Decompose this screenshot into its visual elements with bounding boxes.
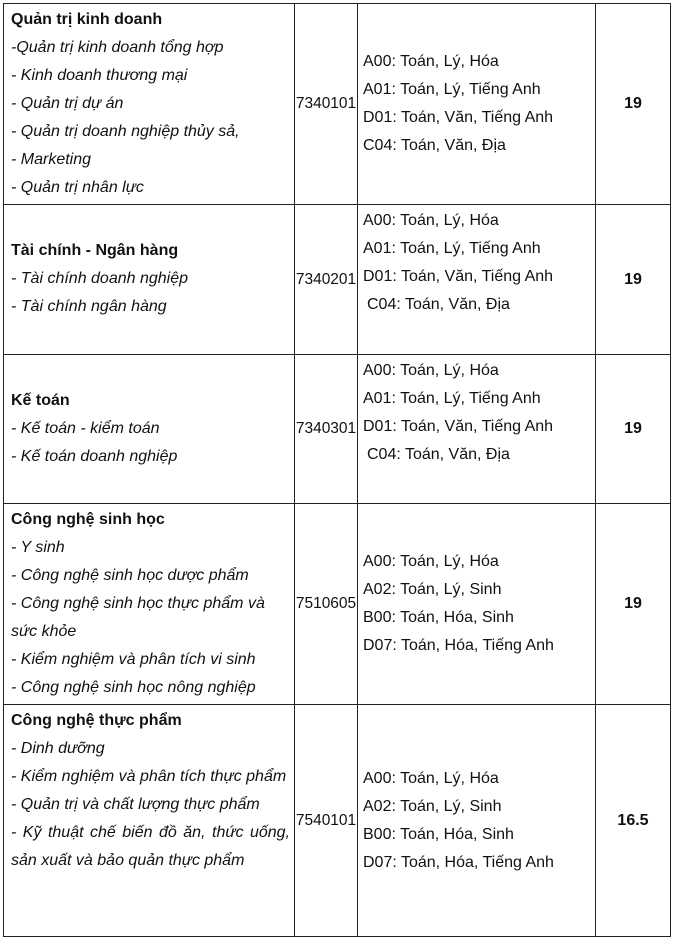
subject-combo: A00: Toán, Lý, Hóa bbox=[363, 553, 499, 570]
subject-combo: C04: Toán, Văn, Địa bbox=[367, 446, 510, 463]
cutoff-score: 19 bbox=[596, 504, 671, 705]
subject-combos bbox=[358, 355, 596, 504]
table-row bbox=[4, 504, 671, 705]
major-code: 7510605 bbox=[295, 504, 358, 705]
subject-combo: D07: Toán, Hóa, Tiếng Anh bbox=[363, 853, 554, 871]
subject-combo: A02: Toán, Lý, Sinh bbox=[363, 581, 502, 598]
subject-combo: C04: Toán, Văn, Địa bbox=[363, 137, 506, 154]
subject-combos bbox=[358, 504, 596, 705]
subject-combo: A02: Toán, Lý, Sinh bbox=[363, 797, 502, 815]
sub-major: - Kiểm nghiệm và phân tích vi sinh bbox=[11, 651, 256, 668]
major-cell bbox=[4, 4, 295, 205]
cutoff-score: 19 bbox=[596, 4, 671, 205]
subject-combo: B00: Toán, Hóa, Sinh bbox=[363, 825, 514, 843]
major-name: Công nghệ sinh học bbox=[11, 511, 165, 528]
sub-major: - Marketing bbox=[11, 151, 92, 168]
subject-combo: D07: Toán, Hóa, Tiếng Anh bbox=[363, 637, 554, 654]
cutoff-score: 19 bbox=[596, 355, 671, 504]
subject-combos bbox=[358, 4, 596, 205]
major-code: 7540101 bbox=[295, 705, 358, 937]
admission-table bbox=[3, 3, 671, 937]
table-row bbox=[4, 355, 671, 504]
sub-major: - Y sinh bbox=[11, 539, 65, 556]
major-cell bbox=[4, 355, 295, 504]
sub-major: - Quản trị và chất lượng thực phẩm bbox=[11, 796, 260, 813]
subject-combos bbox=[358, 205, 596, 355]
sub-major: - Dinh dưỡng bbox=[11, 740, 105, 757]
subject-combo: A00: Toán, Lý, Hóa bbox=[363, 212, 499, 229]
subject-combo: C04: Toán, Văn, Địa bbox=[367, 296, 510, 313]
subject-combo: D01: Toán, Văn, Tiếng Anh bbox=[363, 268, 554, 285]
sub-major: - Kinh doanh thương mại bbox=[11, 67, 188, 84]
sub-major: - Kế toán doanh nghiệp bbox=[11, 448, 178, 465]
major-name: Kế toán bbox=[11, 392, 70, 409]
major-name: Quản trị kinh doanh bbox=[11, 11, 163, 28]
subject-combo: A01: Toán, Lý, Tiếng Anh bbox=[363, 240, 541, 257]
major-name: Tài chính - Ngân hàng bbox=[11, 242, 179, 259]
sub-major: - Quản trị nhân lực bbox=[11, 179, 144, 196]
major-cell bbox=[4, 705, 295, 937]
major-name: Công nghệ thực phẩm bbox=[11, 712, 182, 729]
table-row bbox=[4, 4, 671, 205]
cutoff-score: 16.5 bbox=[596, 705, 671, 937]
subject-combo: B00: Toán, Hóa, Sinh bbox=[363, 609, 514, 626]
table-row bbox=[4, 705, 671, 937]
subject-combos bbox=[358, 705, 596, 937]
sub-major: - Kế toán - kiểm toán bbox=[11, 420, 160, 437]
table-row bbox=[4, 205, 671, 355]
major-cell bbox=[4, 205, 295, 355]
sub-major: - Tài chính doanh nghiệp bbox=[11, 270, 189, 287]
sub-major: - Công nghệ sinh học thực phẩm và sức khỏe bbox=[11, 595, 265, 640]
sub-major: - Tài chính ngân hàng bbox=[11, 298, 167, 315]
sub-major: - Công nghệ sinh học dược phẩm bbox=[11, 567, 249, 584]
sub-major: - Kỹ thuật chế biến đồ ăn, thức uống, sản xuất và bảo quản thực phẩm bbox=[11, 824, 290, 869]
major-cell bbox=[4, 504, 295, 705]
subject-combo: D01: Toán, Văn, Tiếng Anh bbox=[363, 418, 554, 435]
subject-combo: D01: Toán, Văn, Tiếng Anh bbox=[363, 109, 554, 126]
subject-combo: A01: Toán, Lý, Tiếng Anh bbox=[363, 390, 541, 407]
sub-major: - Công nghệ sinh học nông nghiệp bbox=[11, 679, 256, 696]
subject-combo: A00: Toán, Lý, Hóa bbox=[363, 53, 499, 70]
sub-major: -Quản trị kinh doanh tổng hợp bbox=[11, 39, 224, 56]
subject-combo: A00: Toán, Lý, Hóa bbox=[363, 362, 499, 379]
major-code: 7340101 bbox=[295, 4, 358, 205]
sub-major: - Quản trị dự án bbox=[11, 95, 124, 112]
sub-major: - Quản trị doanh nghiệp thủy sả, bbox=[11, 123, 240, 140]
major-code: 7340201 bbox=[295, 205, 358, 355]
major-code: 7340301 bbox=[295, 355, 358, 504]
cutoff-score: 19 bbox=[596, 205, 671, 355]
subject-combo: A00: Toán, Lý, Hóa bbox=[363, 769, 499, 787]
sub-major: - Kiểm nghiệm và phân tích thực phẩm bbox=[11, 768, 287, 785]
subject-combo: A01: Toán, Lý, Tiếng Anh bbox=[363, 81, 541, 98]
